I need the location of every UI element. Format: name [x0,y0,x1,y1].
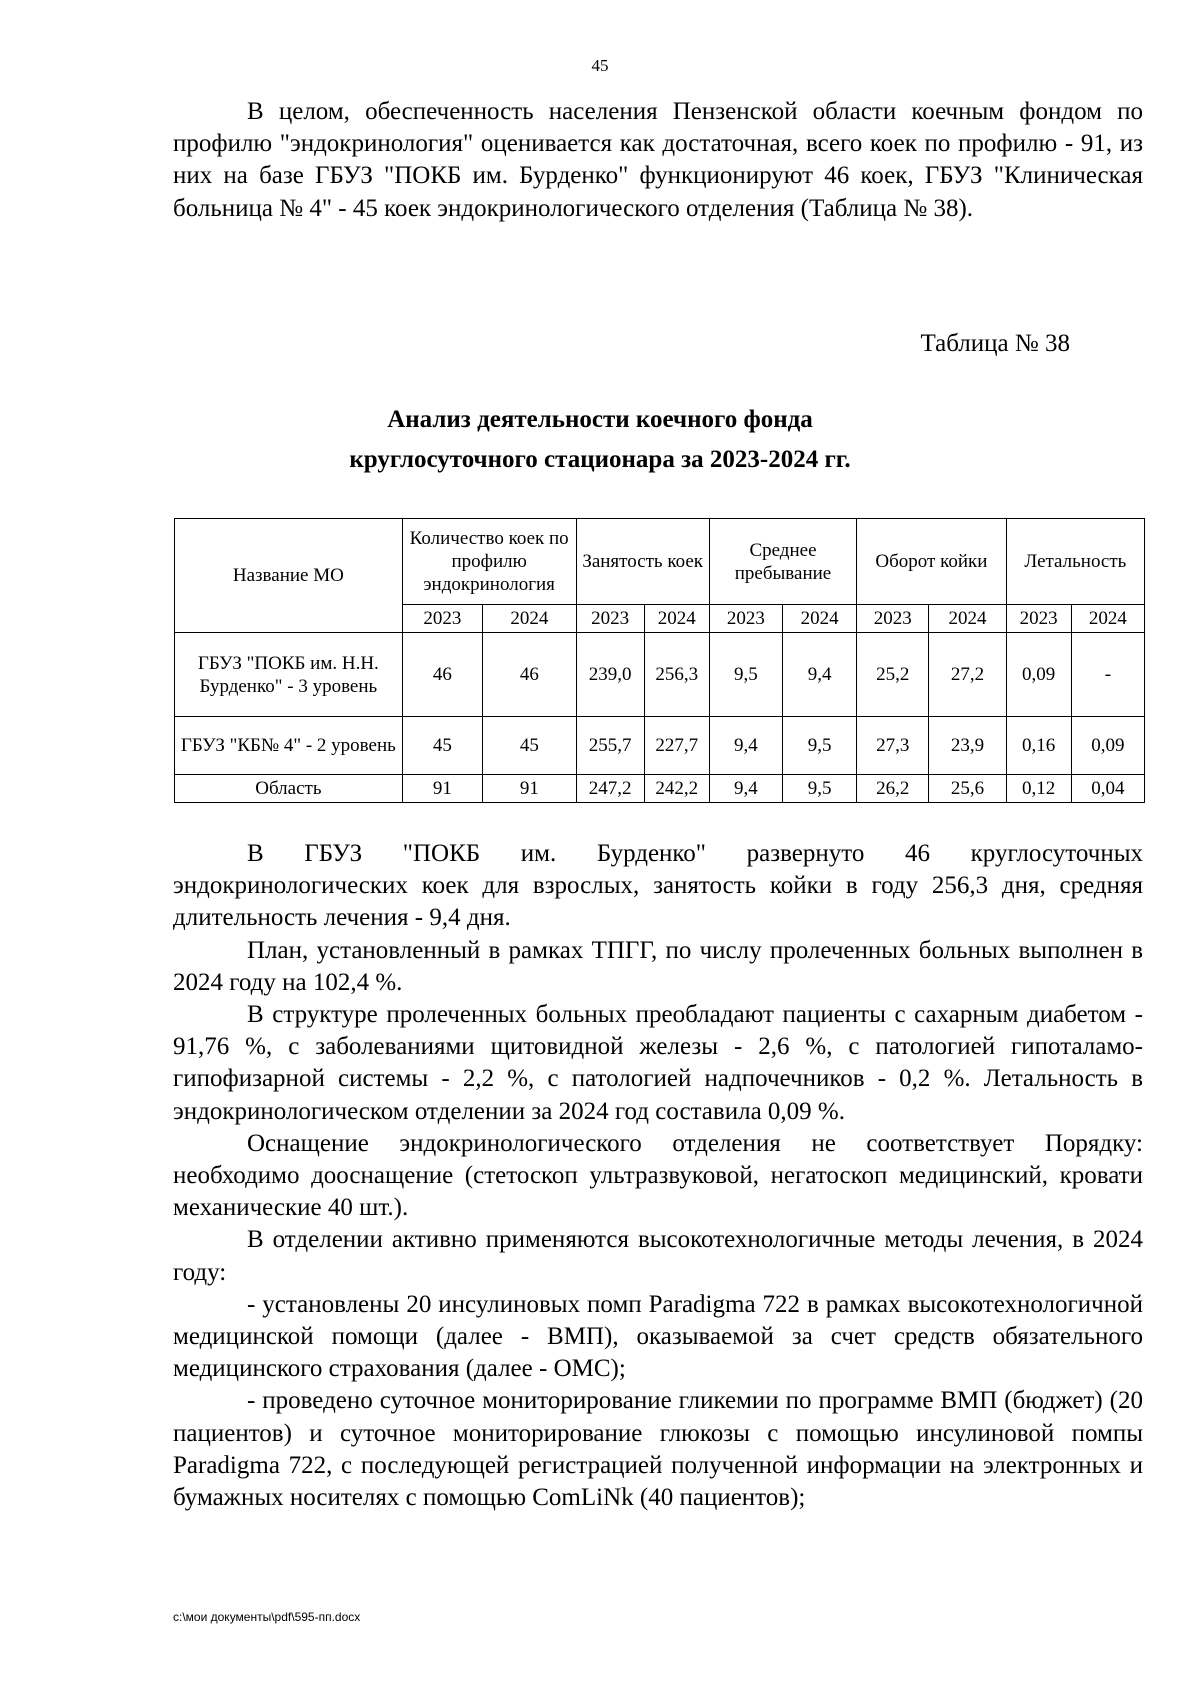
table-cell: 23,9 [929,717,1006,775]
year-cell: 2024 [644,605,709,633]
year-cell: 2024 [483,605,577,633]
table-cell: 0,12 [1006,775,1071,803]
body-text [173,838,1143,1514]
table-cell: 9,4 [709,717,782,775]
table-cell: 255,7 [576,717,644,775]
year-cell: 2024 [782,605,856,633]
body-paragraph: План, установленный в рамках ТПГГ, по числу пролеченных больных выполнен в 2024 году на 102,4 %. [173,936,1143,996]
year-cell: 2023 [576,605,644,633]
body-paragraph: В отделении активно применяются высокотехнологичные методы лечения, в 2024 году: [173,1226,1143,1286]
year-cell: 2023 [402,605,482,633]
table-cell: 242,2 [644,775,709,803]
row-name: Область [175,775,403,803]
footer-file-path: c:\мои документы\pdf\595-пп.docx [173,1610,361,1624]
table-row [175,717,1145,775]
table-cell: 9,4 [709,775,782,803]
body-paragraph: Оснащение эндокринологического отделения не соответствует Порядку: необходимо дооснащение (стетоскоп ультразвуковой, негатоскоп медицинский, кровати механические 40 шт.). [173,1129,1143,1222]
list-item: - установлены 20 инсулиновых помп Paradigma 722 в рамках высокотехнологичной медицинской помощи (далее - ВМП), оказываемой за счет средств обязательного медицинского страхования (далее - ОМС); [173,1290,1143,1383]
table-cell: 45 [483,717,577,775]
intro-paragraph: В целом, обеспеченность населения Пензенской области коечным фондом по профилю "эндокринология" оценивается как достаточная, всего коек по профилю - 91, из них на базе ГБУЗ "ПОКБ им. Бурденко" функционируют 46 коек, ГБУЗ "Клиническая больница № 4" - 45 коек эндокринологического отделения (Таблица № 38). [173,98,1143,222]
header-name: Название МО [175,519,403,633]
year-cell: 2024 [1071,605,1144,633]
year-cell: 2023 [857,605,929,633]
year-cell: 2023 [709,605,782,633]
header-lethality: Летальность [1006,519,1144,605]
table-cell: 91 [483,775,577,803]
table-cell: - [1071,633,1144,717]
table-cell: 0,09 [1006,633,1071,717]
year-cell: 2024 [929,605,1006,633]
table-cell: 25,6 [929,775,1006,803]
page-number: 45 [591,56,609,75]
table-cell: 25,2 [857,633,929,717]
table-cell: 9,5 [782,775,856,803]
table-cell: 27,2 [929,633,1006,717]
header-occupancy: Занятость коек [576,519,709,605]
table-cell: 0,09 [1071,717,1144,775]
table-cell: 91 [402,775,482,803]
table-cell: 46 [402,633,482,717]
table-cell: 227,7 [644,717,709,775]
body-paragraph: В структуре пролеченных больных преобладают пациенты с сахарным диабетом - 91,76 %, с заболеваниями щитовидной железы - 2,6 %, с патологией гипоталамо-гипофизарной системы - 2,2 %, с патологией надпочечников - 0,2 %. Летальность в эндокринологическом отделении за 2024 год составила 0,09 %. [173,1001,1143,1125]
table-cell: 46 [483,633,577,717]
data-table [174,518,1145,803]
table-title-line-2: круглосуточного стационара за 2023-2024 гг. [349,446,851,473]
header-beds: Количество коек по профилю эндокринология [402,519,576,605]
header-turnover: Оборот койки [857,519,1006,605]
table-cell: 0,16 [1006,717,1071,775]
row-name: ГБУЗ "ПОКБ им. Н.Н. Бурденко" - 3 уровень [175,633,403,717]
table-cell: 9,4 [782,633,856,717]
header-row [175,519,1145,605]
table-cell: 0,04 [1071,775,1144,803]
table-cell: 9,5 [782,717,856,775]
table-label: Таблица № 38 [920,330,1070,357]
row-name: ГБУЗ "КБ№ 4" - 2 уровень [175,717,403,775]
header-avg-stay: Среднее пребывание [709,519,856,605]
table-row [175,633,1145,717]
table-cell: 247,2 [576,775,644,803]
table-cell: 27,3 [857,717,929,775]
table-cell: 26,2 [857,775,929,803]
list-item: - проведено суточное мониторирование гликемии по программе ВМП (бюджет) (20 пациентов) и суточное мониторирование глюкозы с помощью инсулиновой помпы Paradigma 722, с последующей регистрацией полученной информации на электронных и бумажных носителях с помощью ComLiNk (40 пациентов); [173,1387,1143,1512]
table-cell: 239,0 [576,633,644,717]
table-row [175,775,1145,803]
table-cell: 45 [402,717,482,775]
table-title-line-1: Анализ деятельности коечного фонда [387,406,813,433]
table-title [0,400,1200,480]
body-paragraph: В ГБУЗ "ПОКБ им. Бурденко" развернуто 46 круглосуточных эндокринологических коек для взрослых, занятость койки в году 256,3 дня, средняя длительность лечения - 9,4 дня. [173,840,1143,932]
year-cell: 2023 [1006,605,1071,633]
table-cell: 256,3 [644,633,709,717]
table-cell: 9,5 [709,633,782,717]
